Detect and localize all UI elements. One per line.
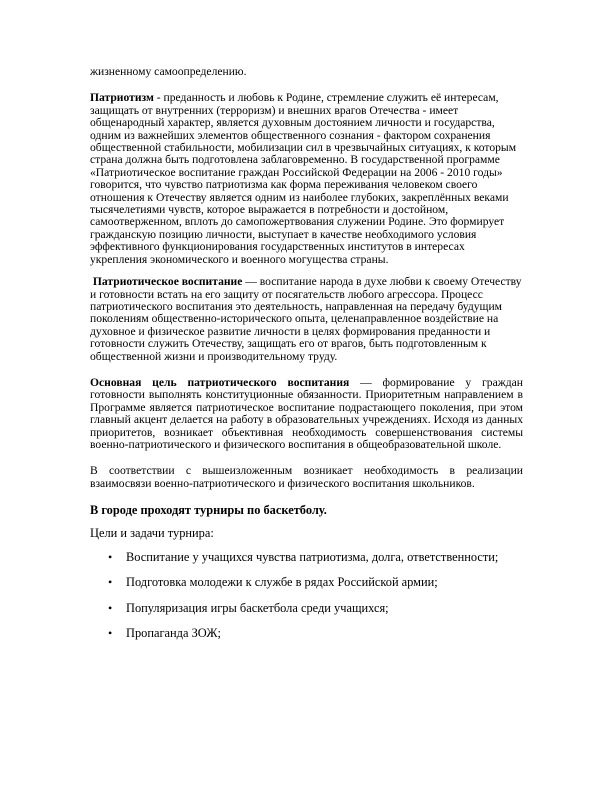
goal-text: Пропаганда ЗОЖ; [126, 626, 221, 641]
list-item [90, 602, 523, 615]
goal-text: Подготовка молодежи к службе в рядах Российской армии; [126, 575, 438, 590]
document-body [90, 66, 523, 653]
list-item [90, 576, 523, 589]
patriotic-education-text: — воспитание народа в духе любви к своему Отечеству и готовности встать на его защиту от посягательств любого агрессора. Процесс патриотического воспитания это деятельность, направленная на передачу будущим поколениям общественно-исторического опыта, целенаправленное воздействие на духовное и физическое развитие личности в целях формирования преданности и готовности служить Отечеству, защищать его от врагов, быть подготовленным к общественной жизни и производительному труду. [90, 275, 522, 363]
list-item [90, 627, 523, 640]
conclusion-paragraph: В соответствии с вышеизложенным возникает необходимость в реализации взаимосвязи военно-патриотического и физического воспитания школьников. [90, 464, 523, 490]
patriotism-paragraph [90, 92, 523, 266]
main-goal-text: — формирование у граждан готовности выполнять конституционные обязанности. Приоритетным направлением в Программе является патриотическое воспитание подрастающего поколения, при этом главный акцент делается на работу в образовательных учреждениях. Исходя из данных приоритетов, возникает объективная необходимость совершенствования системы военно-патриотического и физического воспитания в общеобразовательной школе. [90, 375, 524, 451]
list-item [90, 551, 523, 564]
goal-text: Популяризация игры баскетбола среди учащихся; [126, 600, 389, 615]
goals-label: Цели и задачи турнира: [90, 525, 214, 540]
bullet-icon: • [108, 600, 113, 615]
patriotic-education-paragraph [90, 276, 523, 363]
intro-tail-paragraph: жизненному самоопределению. [90, 65, 247, 78]
bullet-icon: • [108, 575, 113, 590]
section-heading: В городе проходят турниры по баскетболу. [90, 503, 327, 518]
goals-list [90, 551, 523, 641]
bullet-icon: • [108, 626, 113, 641]
main-goal-paragraph [90, 377, 523, 451]
patriotic-education-term: Патриотическое воспитание [92, 275, 243, 289]
goal-text: Воспитание у учащихся чувства патриотизма, долга, ответственности; [126, 550, 499, 564]
main-goal-term: Основная цель патриотического воспитания [90, 375, 350, 389]
patriotism-text: - преданность и любовь к Родине, стремление служить её интересам, защищать от внутренних (терроризм) и внешних врагов Отечества - имеет общенародный характер, является духовным достоянием личности и государства, одним из важнейших элементов общественного сознания - фактором сохранения общественной стабильности, мобилизации сил в чрезвычайных ситуациях, к которым страна должна быть подготовлена заблаговременно. В государственной программе «Патриотическое воспитание граждан Российской Федерации на 2006 - 2010 годы» говорится, что чувство патриотизма как форма переживания человеком своего отношения к Отечеству является одним из наиболее глубоких, закреплённых веками тысячелетиями чувств, которое выражается в потребности и достойном, самоотверженном, вплоть до самопожертвования служении Родине. Это формирует гражданскую позицию личности, выступает в качестве необходимого условия эффективного функционирования государственных институтов в интересах укрепления экономического и военного могущества страны. [90, 91, 517, 266]
bullet-icon: • [108, 550, 113, 564]
patriotism-term: Патриотизм [90, 91, 154, 105]
